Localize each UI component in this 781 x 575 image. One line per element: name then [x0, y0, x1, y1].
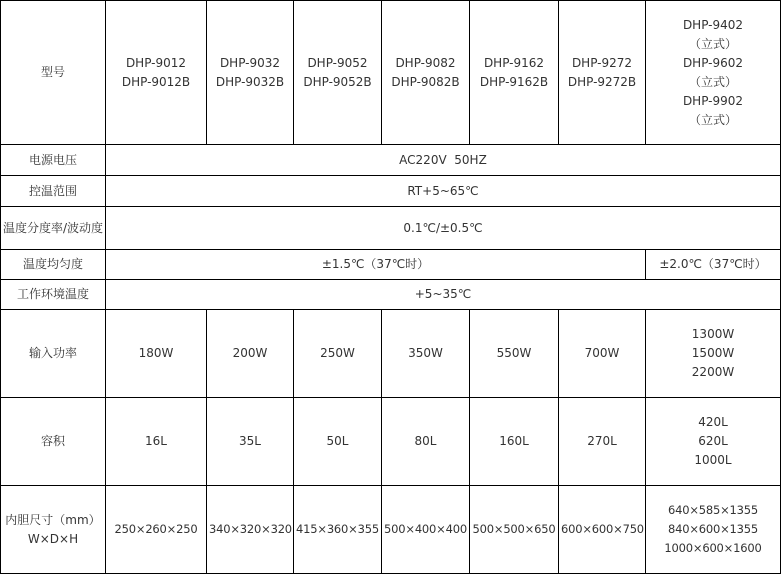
power-cell: 200W: [207, 310, 294, 398]
model-line: （立式）: [688, 36, 737, 51]
model-cell: [559, 1, 646, 145]
dimensions-cell: 415×360×355: [294, 486, 382, 574]
model-line: DHP-9162B: [479, 74, 549, 89]
label-ambient: 工作环境温度: [1, 280, 106, 310]
row-resolution: [1, 207, 781, 250]
volume-cell: [646, 398, 781, 486]
temp-range-value: RT+5~65℃: [106, 176, 781, 207]
row-dimensions: [1, 486, 781, 574]
label-power: 输入功率: [1, 310, 106, 398]
label-uniformity: 温度均匀度: [1, 250, 106, 280]
dimensions-cell: 600×600×750: [559, 486, 646, 574]
volume-cell: 35L: [207, 398, 294, 486]
model-line: DHP-9032B: [215, 74, 285, 89]
uniformity-value-a: ±1.5℃（37℃时）: [106, 250, 646, 280]
label-dimensions: [1, 486, 106, 574]
power-line: 2200W: [691, 365, 735, 379]
model-line: DHP-9902: [682, 93, 744, 108]
model-line: DHP-9032: [219, 55, 281, 70]
model-line: DHP-9272B: [567, 74, 637, 89]
model-line: DHP-9052: [307, 55, 368, 70]
power-cell: [646, 310, 781, 398]
dimensions-cell: [646, 486, 781, 574]
dimensions-line: 640×585×1355: [667, 503, 759, 517]
model-cell: [294, 1, 382, 145]
volume-cell: 160L: [470, 398, 559, 486]
volume-line: 1000L: [694, 453, 732, 467]
volume-cell: 270L: [559, 398, 646, 486]
power-line: 1300W: [691, 327, 735, 341]
dimensions-label-line: 内胆尺寸（mm）: [5, 512, 101, 527]
model-line: （立式）: [688, 74, 737, 89]
model-line: DHP-9082: [395, 55, 456, 70]
model-cell: [646, 1, 781, 145]
power-cell: 550W: [470, 310, 559, 398]
label-resolution: 温度分度率/波动度: [1, 207, 106, 250]
model-cell: [382, 1, 470, 145]
row-uniformity: [1, 250, 781, 280]
row-volume: [1, 398, 781, 486]
model-line: DHP-9402: [682, 17, 744, 32]
model-line: DHP-9012: [125, 55, 187, 70]
row-model: [1, 1, 781, 145]
model-line: （立式）: [688, 112, 737, 127]
dimensions-cell: 500×500×650: [470, 486, 559, 574]
row-power: [1, 310, 781, 398]
model-cell: [470, 1, 559, 145]
label-temp-range: 控温范围: [1, 176, 106, 207]
model-cell: [207, 1, 294, 145]
model-line: DHP-9602: [682, 55, 744, 70]
ambient-value: +5~35℃: [106, 280, 781, 310]
resolution-value: 0.1℃/±0.5℃: [106, 207, 781, 250]
model-cell: [106, 1, 207, 145]
power-cell: 250W: [294, 310, 382, 398]
volume-cell: 16L: [106, 398, 207, 486]
label-voltage: 电源电压: [1, 145, 106, 176]
row-voltage: [1, 145, 781, 176]
volume-line: 620L: [698, 434, 728, 448]
label-volume: 容积: [1, 398, 106, 486]
volume-line: 420L: [698, 415, 728, 429]
model-line: DHP-9082B: [391, 74, 460, 89]
power-cell: 350W: [382, 310, 470, 398]
label-model: 型号: [1, 1, 106, 145]
power-line: 1500W: [691, 346, 735, 360]
row-temp-range: [1, 176, 781, 207]
dimensions-cell: 340×320×320: [207, 486, 294, 574]
model-line: DHP-9012B: [121, 74, 191, 89]
dimensions-cell: 250×260×250: [106, 486, 207, 574]
row-ambient: [1, 280, 781, 310]
power-cell: 700W: [559, 310, 646, 398]
dimensions-line: 840×600×1355: [667, 522, 759, 536]
volume-cell: 80L: [382, 398, 470, 486]
model-line: DHP-9052B: [303, 74, 372, 89]
dimensions-label-line: W×D×H: [27, 531, 79, 546]
dimensions-cell: 500×400×400: [382, 486, 470, 574]
model-line: DHP-9162: [483, 55, 545, 70]
model-line: DHP-9272: [571, 55, 633, 70]
volume-cell: 50L: [294, 398, 382, 486]
dimensions-line: 1000×600×1600: [664, 541, 762, 555]
power-cell: 180W: [106, 310, 207, 398]
uniformity-value-b: ±2.0℃（37℃时）: [646, 250, 781, 280]
voltage-value: AC220V 50HZ: [106, 145, 781, 176]
